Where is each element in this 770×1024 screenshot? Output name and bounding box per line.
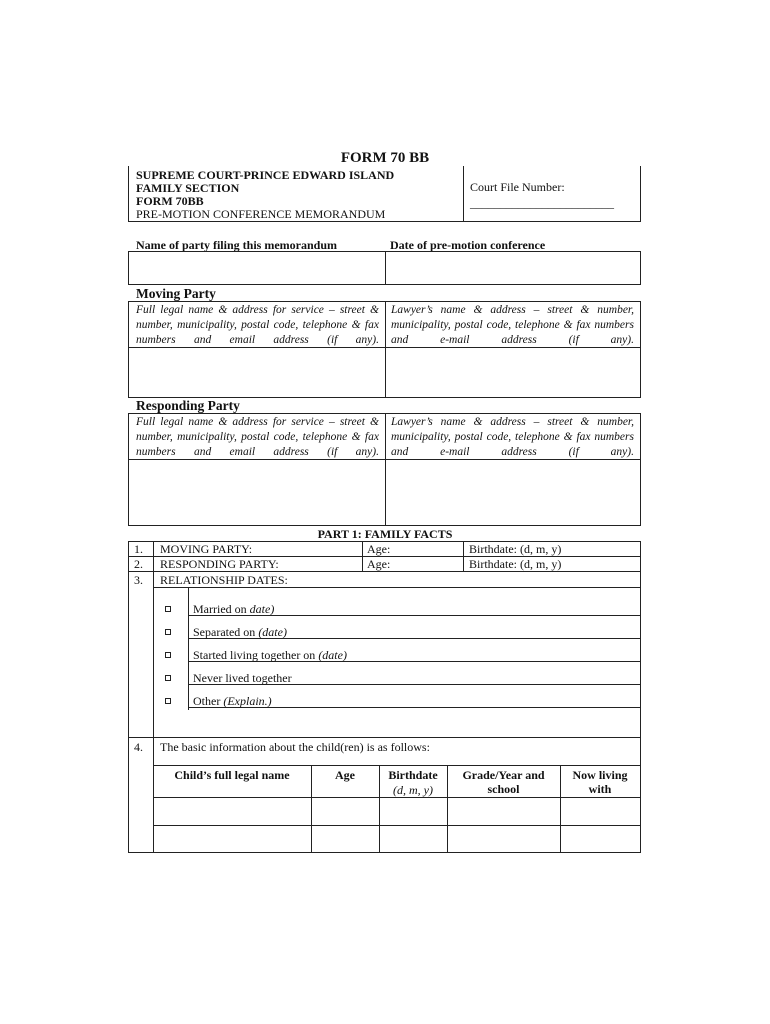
child-birthdate-format: (d, m, y) (393, 783, 433, 797)
conference-date-field[interactable] (389, 258, 637, 280)
child-age-header: Age (335, 768, 355, 782)
responding-party-field[interactable] (130, 461, 383, 524)
responding-party-description: Full legal name & address for service – street & number, municipality, postal code, telephone & fax numbers and email address (if any). (136, 416, 379, 458)
row-number: 2. (134, 557, 143, 571)
row-number: 3. (134, 573, 143, 587)
responding-lawyer-field[interactable] (387, 461, 639, 524)
never-lived-together-checkbox[interactable] (165, 675, 171, 681)
filing-party-label: Name of party filing this memorandum (136, 238, 337, 252)
responding-party-heading: Responding Party (136, 398, 240, 413)
other-option: Other (Explain.) (193, 694, 272, 708)
child-birthdate-header: Birthdate (388, 768, 438, 782)
child-birthdate-field[interactable] (381, 799, 445, 824)
conference-date-label: Date of pre-motion conference (390, 238, 546, 252)
child-name-field[interactable] (155, 799, 309, 824)
started-living-together-checkbox[interactable] (165, 652, 171, 658)
responding-party-age[interactable]: Age: (367, 557, 391, 571)
moving-party-label: MOVING PARTY: (160, 542, 253, 556)
part1-title: PART 1: FAMILY FACTS (317, 527, 453, 541)
court-name: SUPREME COURT-PRINCE EDWARD ISLAND (136, 168, 395, 182)
child-age-field[interactable] (313, 827, 377, 851)
married-checkbox[interactable] (165, 606, 171, 612)
moving-party-birthdate[interactable]: Birthdate: (d, m, y) (469, 542, 562, 556)
moving-party-description: Full legal name & address for service – street & number, municipality, postal code, telephone & fax numbers and email address (if any). (136, 304, 379, 346)
filing-party-field[interactable] (132, 258, 382, 280)
child-age-field[interactable] (313, 799, 377, 824)
row-number: 4. (134, 740, 143, 754)
responding-party-label: RESPONDING PARTY: (160, 557, 279, 571)
other-checkbox[interactable] (165, 698, 171, 704)
child-name-header: Child’s full legal name (174, 768, 290, 782)
responding-lawyer-description: Lawyer’s name & address – street & number, municipality, postal code, telephone & fax numbers and e-mail address (if any). (391, 416, 634, 458)
child-living-with-field[interactable] (562, 799, 639, 824)
row-number: 1. (134, 542, 143, 556)
started-living-together-option: Started living together on (date) (193, 648, 347, 662)
section-name: FAMILY SECTION (136, 181, 240, 195)
court-file-number-label: Court File Number: (470, 180, 565, 194)
child-school-field[interactable] (449, 799, 558, 824)
moving-lawyer-field[interactable] (387, 349, 639, 396)
court-file-number-field[interactable]: ________________________ (470, 196, 614, 210)
child-name-field[interactable] (155, 827, 309, 851)
relationship-dates-label: RELATIONSHIP DATES: (160, 573, 288, 587)
separated-option: Separated on (date) (193, 625, 287, 639)
moving-party-field[interactable] (130, 349, 383, 396)
document-type: PRE-MOTION CONFERENCE MEMORANDUM (136, 207, 386, 221)
moving-party-age[interactable]: Age: (367, 542, 391, 556)
children-intro: The basic information about the child(ren) is as follows: (160, 740, 430, 754)
child-school-header: Grade/Year and school (462, 768, 545, 796)
married-option: Married on date) (193, 602, 275, 616)
separated-checkbox[interactable] (165, 629, 171, 635)
child-living-with-header: Now living with (572, 768, 628, 796)
child-living-with-field[interactable] (562, 827, 639, 851)
child-birthdate-field[interactable] (381, 827, 445, 851)
never-lived-together-option: Never lived together (193, 671, 292, 685)
form-number: FORM 70BB (136, 194, 204, 208)
child-school-field[interactable] (449, 827, 558, 851)
moving-lawyer-description: Lawyer’s name & address – street & number, municipality, postal code, telephone & fax numbers and e-mail address (if any). (391, 304, 634, 346)
responding-party-birthdate[interactable]: Birthdate: (d, m, y) (469, 557, 562, 571)
moving-party-heading: Moving Party (136, 286, 216, 301)
form-title: FORM 70 BB (340, 150, 430, 166)
